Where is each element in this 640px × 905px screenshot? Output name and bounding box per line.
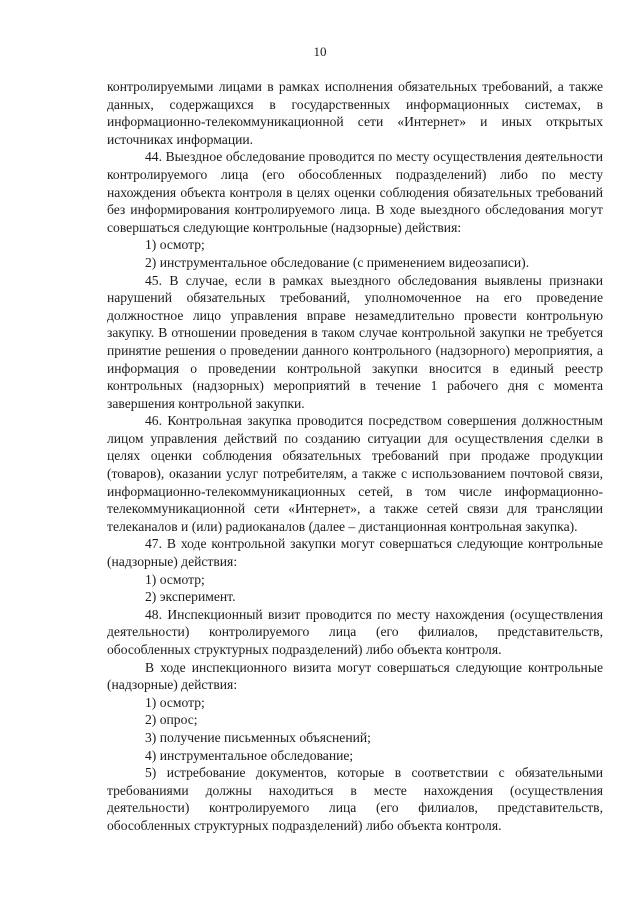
list-item: 1) осмотр; [145, 694, 205, 710]
list-item: 3) получение письменных объяснений; [145, 729, 371, 745]
paragraph: 45. В случае, если в рамках выездного обследования выявлены признаки нарушений обязательных требований, уполномоченное на его проведение должностное лицо управления вправе незамедлительно провести контрольную закупку. В отношении проведения в таком случае контрольной закупки не требуется принятие решения о проведении данного контрольного (надзорного) мероприятия, а информация о проведении контрольной закупки вносится в единый реестр контрольных (надзорных) мероприятий в течение 1 рабочего дня с момента завершения контрольной закупки. [107, 272, 603, 411]
list-item: 1) осмотр; [145, 237, 205, 253]
paragraph: 48. Инспекционный визит проводится по месту нахождения (осуществления деятельности) контролируемого лица (его филиалов, представительств, обособленных структурных подразделений) либо объекта контроля. [107, 606, 603, 657]
list-item: 5) истребование документов, которые в соответствии с обязательными требованиями должны находиться в месте нахождения (осуществления деятельности) контролируемого лица (его филиалов, представительств, обособленных структурных подразделений) либо объекта контроля. [107, 765, 603, 833]
list-item: 2) опрос; [145, 712, 198, 728]
paragraph: В ходе инспекционного визита могут совершаться следующие контрольные (надзорные) действия: [107, 659, 603, 693]
list-item: 1) осмотр; [145, 571, 205, 587]
list-item: 4) инструментальное обследование; [145, 747, 354, 763]
document-body [107, 78, 603, 835]
page-number: 10 [313, 44, 327, 59]
list-item: 2) эксперимент. [145, 589, 236, 605]
paragraph: 44. Выездное обследование проводится по месту осуществления деятельности контролируемого лица (его обособленных подразделений) либо по месту нахождения объекта контроля в целях оценки соблюдения обязательных требований без информирования контролируемого лица. В ходе выездного обследования могут совершаться следующие контрольные (надзорные) действия: [107, 149, 603, 235]
paragraph: контролируемыми лицами в рамках исполнения обязательных требований, а также данных, содержащихся в государственных информационных системах, в информационно-телекоммуникационной сети «Интернет» и иных открытых источниках информации. [107, 79, 603, 147]
list-item: 2) инструментальное обследование (с применением видеозаписи). [145, 254, 530, 270]
paragraph: 46. Контрольная закупка проводится посредством совершения должностным лицом управления действий по созданию ситуации для осуществления сделки в целях оценки соблюдения обязательных требований при продаже продукции (товаров), оказании услуг потребителям, а также с использованием почтовой связи, информационно-телекоммуникационных сетей, в том числе информационно-телекоммуникационной сети «Интернет», а также сетей связи для трансляции телеканалов и (или) радиоканалов (далее – дистанционная контрольная закупка). [107, 413, 603, 534]
paragraph: 47. В ходе контрольной закупки могут совершаться следующие контрольные (надзорные) действия: [107, 536, 603, 570]
